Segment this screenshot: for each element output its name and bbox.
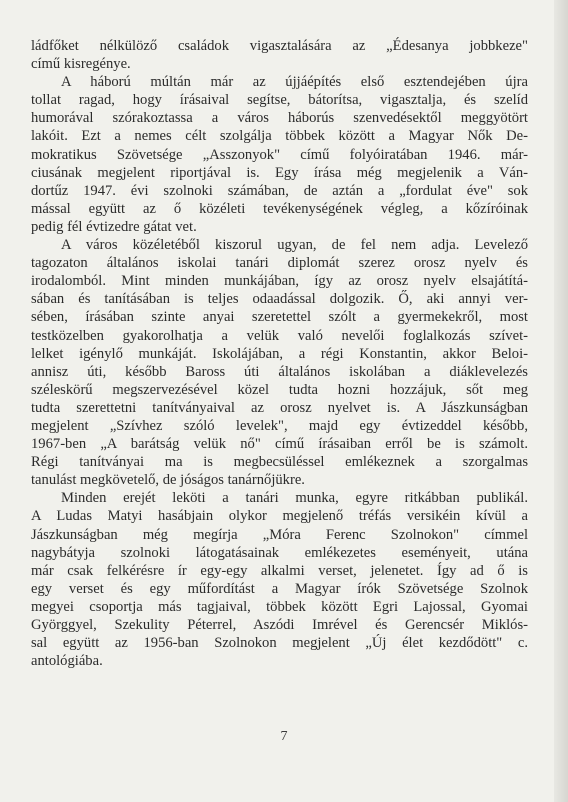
text-line: mással együtt az ő közéleti tevékenységének végleg, a kőzíróinak bbox=[31, 200, 528, 217]
text-line: irodalomból. Mint minden munkájában, így az orosz nyelv elsajátítá- bbox=[31, 273, 528, 290]
text-line: ládfőket nélkülöző családok vigasztalására az „Édesanya jobbkeze" bbox=[31, 38, 528, 54]
text-line: A város közéletéből kiszorul ugyan, de fel nem adja. Levelező bbox=[61, 237, 528, 254]
text-line: sában és tanításában is teljes odaadással dolgozik. Ő, aki annyi ver- bbox=[31, 291, 528, 308]
text-line: humorával szórakoztassa a város háborús szenvedésektől meggyötört bbox=[31, 110, 528, 127]
paragraph bbox=[31, 37, 528, 73]
body-text bbox=[31, 37, 528, 670]
text-line: Régi tanítványai ma is megbecsüléssel emlékeznek a szorgalmas bbox=[31, 454, 528, 471]
text-line: sében, írásában szinte anyai szeretettel szólt a gyermekekről, most bbox=[31, 309, 528, 326]
text-line: tudta szerettetni tanítványaival az orosz nyelvet is. A Jászkunságban bbox=[31, 399, 528, 416]
text-line: megjelent „Szívhez szóló levelek", majd egy évtizeddel később, bbox=[31, 417, 528, 434]
text-line: sal együtt az 1956-ban Szolnokon megjelent „Új élet kezdődött" c. bbox=[31, 635, 528, 652]
text-line: tagozaton általános iskolai tanári diplomát szerez orosz nyelv és bbox=[31, 255, 528, 272]
text-line: testközelben gyakorolhatja a velük való nevelői foglalkozás szívet- bbox=[31, 327, 528, 344]
text-line: egy verset és egy műfordítást a Magyar írók Szövetsége Szolnok bbox=[31, 580, 528, 597]
text-line: Jászkunságban még megírja „Móra Ferenc Szolnokon" címmel bbox=[31, 526, 528, 543]
text-line: ciusának megjelent riportjával is. Egy írása még megjelenik a Ván- bbox=[31, 164, 528, 181]
page-edge-shadow bbox=[554, 0, 568, 802]
text-line: megyei csoportja más tagjaival, többek között Egri Lajossal, Gyomai bbox=[31, 598, 528, 615]
text-line: tanulást megkövetelő, de jóságos tanárnőjükre. bbox=[31, 472, 305, 489]
text-line: széleskörű megszervezésével közel tudta hozni hozzájuk, sőt meg bbox=[31, 381, 528, 398]
text-line: tollat ragad, hogy írásaival segítse, bátorítsa, vigasztalja, és szelíd bbox=[31, 92, 528, 109]
text-line: A Ludas Matyi hasábjain olykor megjelenő tréfás versikéin kívül a bbox=[31, 508, 528, 525]
text-line: mokratikus Szövetsége „Asszonyok" című folyóiratában 1946. már- bbox=[31, 146, 528, 163]
paragraph bbox=[31, 73, 528, 236]
text-line: nagybátyja szolnoki látogatásainak emlékezetes eseményeit, utána bbox=[31, 544, 528, 561]
paragraph bbox=[31, 489, 528, 670]
text-line: Györggyel, Szekulity Péterrel, Aszódi Imrével és Gerencsér Miklós- bbox=[31, 617, 528, 633]
text-line: annisz úti, később Baross úti általános iskolában a diáklevelezés bbox=[31, 363, 528, 380]
text-line: 1967-ben „A barátság velük nő" című írásaiban erről be is számolt. bbox=[31, 436, 528, 453]
text-line: Minden erejét leköti a tanári munka, egyre ritkábban publikál. bbox=[61, 490, 528, 507]
text-line: A háború múltán már az újjáépítés első esztendejében újra bbox=[61, 74, 528, 91]
text-line: dortűz 1947. évi szolnoki számában, de aztán a „fordulat éve" sok bbox=[31, 182, 528, 199]
text-line: lakóit. Ezt a nemes célt szolgálja többek között a Magyar Nők De- bbox=[31, 128, 528, 145]
text-line: már csak felkérésre ír egy-egy alkalmi verset, jelenetet. Így ad ő is bbox=[31, 562, 528, 579]
paragraph bbox=[31, 236, 528, 489]
text-line: című kisregénye. bbox=[31, 56, 131, 73]
page-number: 7 bbox=[280, 729, 288, 744]
text-line: pedig fél évtizedre gátat vet. bbox=[31, 218, 197, 235]
text-line: lelket igénylő munkáját. Iskolájában, a régi Konstantin, akkor Beloi- bbox=[31, 345, 528, 362]
text-line: antológiába. bbox=[31, 653, 103, 670]
